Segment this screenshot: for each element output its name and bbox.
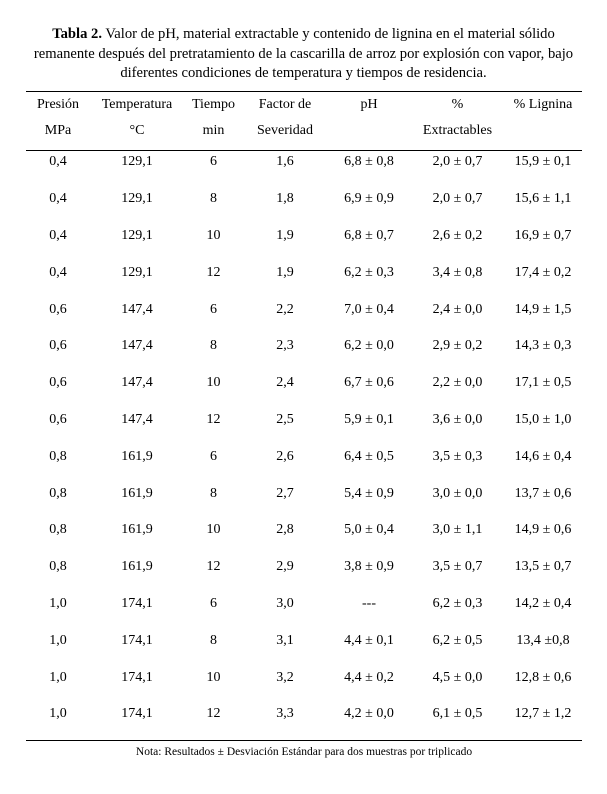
cell-ph: 5,9 ± 0,1 <box>344 411 394 427</box>
cell-severity: 1,9 <box>276 264 294 280</box>
cell-severity: 3,1 <box>276 632 294 648</box>
cell-ph: 7,0 ± 0,4 <box>344 301 394 317</box>
cell-ph: 6,2 ± 0,0 <box>344 338 394 354</box>
cell-lignin: 15,6 ± 1,1 <box>514 191 572 207</box>
table-row <box>26 328 582 365</box>
table-header <box>26 92 582 144</box>
cell-temperature: 129,1 <box>121 227 153 243</box>
cell-pressure: 0,4 <box>49 264 67 280</box>
cell-lignin: 14,6 ± 0,4 <box>514 448 572 464</box>
header-severity-line2: Severidad <box>257 123 313 138</box>
cell-severity: 2,5 <box>276 411 294 427</box>
cell-temperature: 161,9 <box>121 559 153 575</box>
cell-extractables: 3,0 ± 1,1 <box>432 522 483 538</box>
cell-lignin: 13,4 ±0,8 <box>516 632 570 648</box>
header-lignin: % Lignina <box>513 97 573 112</box>
cell-severity: 1,9 <box>276 227 294 243</box>
cell-pressure: 0,6 <box>49 338 67 354</box>
cell-ph: 4,2 ± 0,0 <box>344 706 394 722</box>
cell-extractables: 3,5 ± 0,7 <box>432 559 483 575</box>
header-extractables: % <box>451 97 464 112</box>
cell-ph: 6,7 ± 0,6 <box>344 375 394 391</box>
header-time-unit: min <box>202 123 225 138</box>
table-body <box>26 144 582 733</box>
cell-extractables: 2,0 ± 0,7 <box>432 154 483 170</box>
cell-lignin: 14,3 ± 0,3 <box>514 338 572 354</box>
cell-pressure: 0,4 <box>49 227 67 243</box>
table-row <box>26 549 582 586</box>
cell-temperature: 174,1 <box>121 632 153 648</box>
cell-time: 8 <box>210 338 217 354</box>
cell-time: 12 <box>206 706 221 722</box>
cell-time: 10 <box>206 227 221 243</box>
cell-severity: 3,3 <box>276 706 294 722</box>
cell-pressure: 1,0 <box>49 669 67 685</box>
caption-text: Valor de pH, material extractable y contenido de lignina en el material sólido remanente después del pretratamiento de la cascarilla de arroz por explosión con vapor, bajo diferentes condiciones de temperatura y tiempos de residencia. <box>33 26 574 81</box>
cell-pressure: 0,6 <box>49 301 67 317</box>
table-row <box>26 586 582 623</box>
header-extractables-line2: Extractables <box>422 123 493 138</box>
table-row <box>26 512 582 549</box>
cell-ph: 6,4 ± 0,5 <box>344 448 394 464</box>
table-row <box>26 291 582 328</box>
cell-temperature: 147,4 <box>121 411 153 427</box>
cell-extractables: 6,2 ± 0,5 <box>432 632 483 648</box>
table-row <box>26 402 582 439</box>
cell-severity: 1,6 <box>276 154 294 170</box>
cell-temperature: 129,1 <box>121 264 153 280</box>
cell-time: 12 <box>206 411 221 427</box>
cell-lignin: 13,7 ± 0,6 <box>514 485 572 501</box>
cell-severity: 2,7 <box>276 485 294 501</box>
header-row-1 <box>26 92 582 118</box>
header-pressure: Presión <box>37 97 79 112</box>
cell-pressure: 0,8 <box>49 522 67 538</box>
cell-temperature: 147,4 <box>121 301 153 317</box>
cell-ph: 5,0 ± 0,4 <box>344 522 394 538</box>
cell-lignin: 12,8 ± 0,6 <box>514 669 572 685</box>
table-row <box>26 696 582 733</box>
cell-extractables: 2,2 ± 0,0 <box>432 375 483 391</box>
cell-time: 8 <box>210 191 217 207</box>
table-row <box>26 218 582 255</box>
cell-time: 10 <box>206 375 221 391</box>
cell-ph: 4,4 ± 0,1 <box>344 632 394 648</box>
table-row <box>26 475 582 512</box>
cell-extractables: 2,9 ± 0,2 <box>432 338 483 354</box>
header-rule <box>26 150 582 151</box>
table-row <box>26 365 582 402</box>
cell-temperature: 129,1 <box>121 191 153 207</box>
table-row <box>26 622 582 659</box>
cell-lignin: 13,5 ± 0,7 <box>514 559 572 575</box>
cell-lignin: 14,9 ± 0,6 <box>514 522 572 538</box>
cell-temperature: 174,1 <box>121 706 153 722</box>
header-lignin-line2 <box>504 118 582 144</box>
cell-pressure: 0,8 <box>49 485 67 501</box>
cell-extractables: 2,6 ± 0,2 <box>432 227 483 243</box>
cell-severity: 3,0 <box>276 595 294 611</box>
cell-pressure: 0,8 <box>49 448 67 464</box>
cell-lignin: 15,9 ± 0,1 <box>514 154 572 170</box>
cell-time: 10 <box>206 522 221 538</box>
cell-lignin: 14,9 ± 1,5 <box>514 301 572 317</box>
cell-ph: 6,9 ± 0,9 <box>344 191 394 207</box>
header-temperature-unit: °C <box>129 123 145 138</box>
cell-lignin: 14,2 ± 0,4 <box>514 595 572 611</box>
cell-ph: 6,8 ± 0,8 <box>344 154 394 170</box>
cell-extractables: 3,5 ± 0,3 <box>432 448 483 464</box>
header-time: Tiempo <box>191 97 236 112</box>
cell-time: 6 <box>210 301 217 317</box>
cell-temperature: 129,1 <box>121 154 153 170</box>
header-ph-line2 <box>327 118 411 144</box>
table-note: Nota: Resultados ± Desviación Estándar para dos muestras por triplicado <box>135 746 473 758</box>
cell-time: 12 <box>206 559 221 575</box>
cell-time: 12 <box>206 264 221 280</box>
cell-time: 6 <box>210 595 217 611</box>
caption-label: Tabla 2. <box>52 26 102 42</box>
cell-severity: 2,8 <box>276 522 294 538</box>
cell-time: 6 <box>210 154 217 170</box>
cell-severity: 3,2 <box>276 669 294 685</box>
cell-extractables: 2,4 ± 0,0 <box>432 301 483 317</box>
table-row <box>26 438 582 475</box>
cell-extractables: 3,0 ± 0,0 <box>432 485 483 501</box>
cell-ph: 4,4 ± 0,2 <box>344 669 394 685</box>
cell-temperature: 161,9 <box>121 485 153 501</box>
cell-time: 6 <box>210 448 217 464</box>
cell-severity: 2,2 <box>276 301 294 317</box>
cell-extractables: 4,5 ± 0,0 <box>432 669 483 685</box>
cell-extractables: 3,6 ± 0,0 <box>432 411 483 427</box>
header-ph: pH <box>360 97 378 112</box>
cell-time: 10 <box>206 669 221 685</box>
cell-temperature: 147,4 <box>121 338 153 354</box>
cell-pressure: 0,6 <box>49 411 67 427</box>
cell-lignin: 16,9 ± 0,7 <box>514 227 572 243</box>
cell-ph: 3,8 ± 0,9 <box>344 559 394 575</box>
table-row <box>26 659 582 696</box>
cell-temperature: 161,9 <box>121 448 153 464</box>
cell-lignin: 17,4 ± 0,2 <box>514 264 572 280</box>
cell-ph: 6,8 ± 0,7 <box>344 227 394 243</box>
cell-severity: 1,8 <box>276 191 294 207</box>
cell-pressure: 0,6 <box>49 375 67 391</box>
cell-lignin: 17,1 ± 0,5 <box>514 375 572 391</box>
cell-pressure: 0,4 <box>49 154 67 170</box>
table-row <box>26 254 582 291</box>
cell-lignin: 12,7 ± 1,2 <box>514 706 572 722</box>
cell-temperature: 147,4 <box>121 375 153 391</box>
cell-lignin: 15,0 ± 1,0 <box>514 411 572 427</box>
cell-severity: 2,9 <box>276 559 294 575</box>
cell-pressure: 0,8 <box>49 559 67 575</box>
cell-pressure: 1,0 <box>49 706 67 722</box>
data-table <box>26 92 582 733</box>
cell-ph: --- <box>362 595 376 611</box>
header-pressure-unit: MPa <box>44 123 72 138</box>
header-row-2 <box>26 118 582 144</box>
header-severity: Factor de <box>258 97 312 112</box>
cell-pressure: 1,0 <box>49 595 67 611</box>
cell-severity: 2,3 <box>276 338 294 354</box>
cell-temperature: 161,9 <box>121 522 153 538</box>
header-temperature: Temperatura <box>101 97 173 112</box>
bottom-rule <box>26 740 582 741</box>
cell-pressure: 0,4 <box>49 191 67 207</box>
cell-time: 8 <box>210 632 217 648</box>
cell-severity: 2,6 <box>276 448 294 464</box>
table-caption <box>22 25 585 84</box>
cell-pressure: 1,0 <box>49 632 67 648</box>
cell-extractables: 3,4 ± 0,8 <box>432 264 483 280</box>
cell-ph: 6,2 ± 0,3 <box>344 264 394 280</box>
cell-temperature: 174,1 <box>121 595 153 611</box>
cell-time: 8 <box>210 485 217 501</box>
cell-ph: 5,4 ± 0,9 <box>344 485 394 501</box>
cell-extractables: 2,0 ± 0,7 <box>432 191 483 207</box>
cell-severity: 2,4 <box>276 375 294 391</box>
cell-temperature: 174,1 <box>121 669 153 685</box>
cell-extractables: 6,1 ± 0,5 <box>432 706 483 722</box>
cell-extractables: 6,2 ± 0,3 <box>432 595 483 611</box>
table-row <box>26 181 582 218</box>
